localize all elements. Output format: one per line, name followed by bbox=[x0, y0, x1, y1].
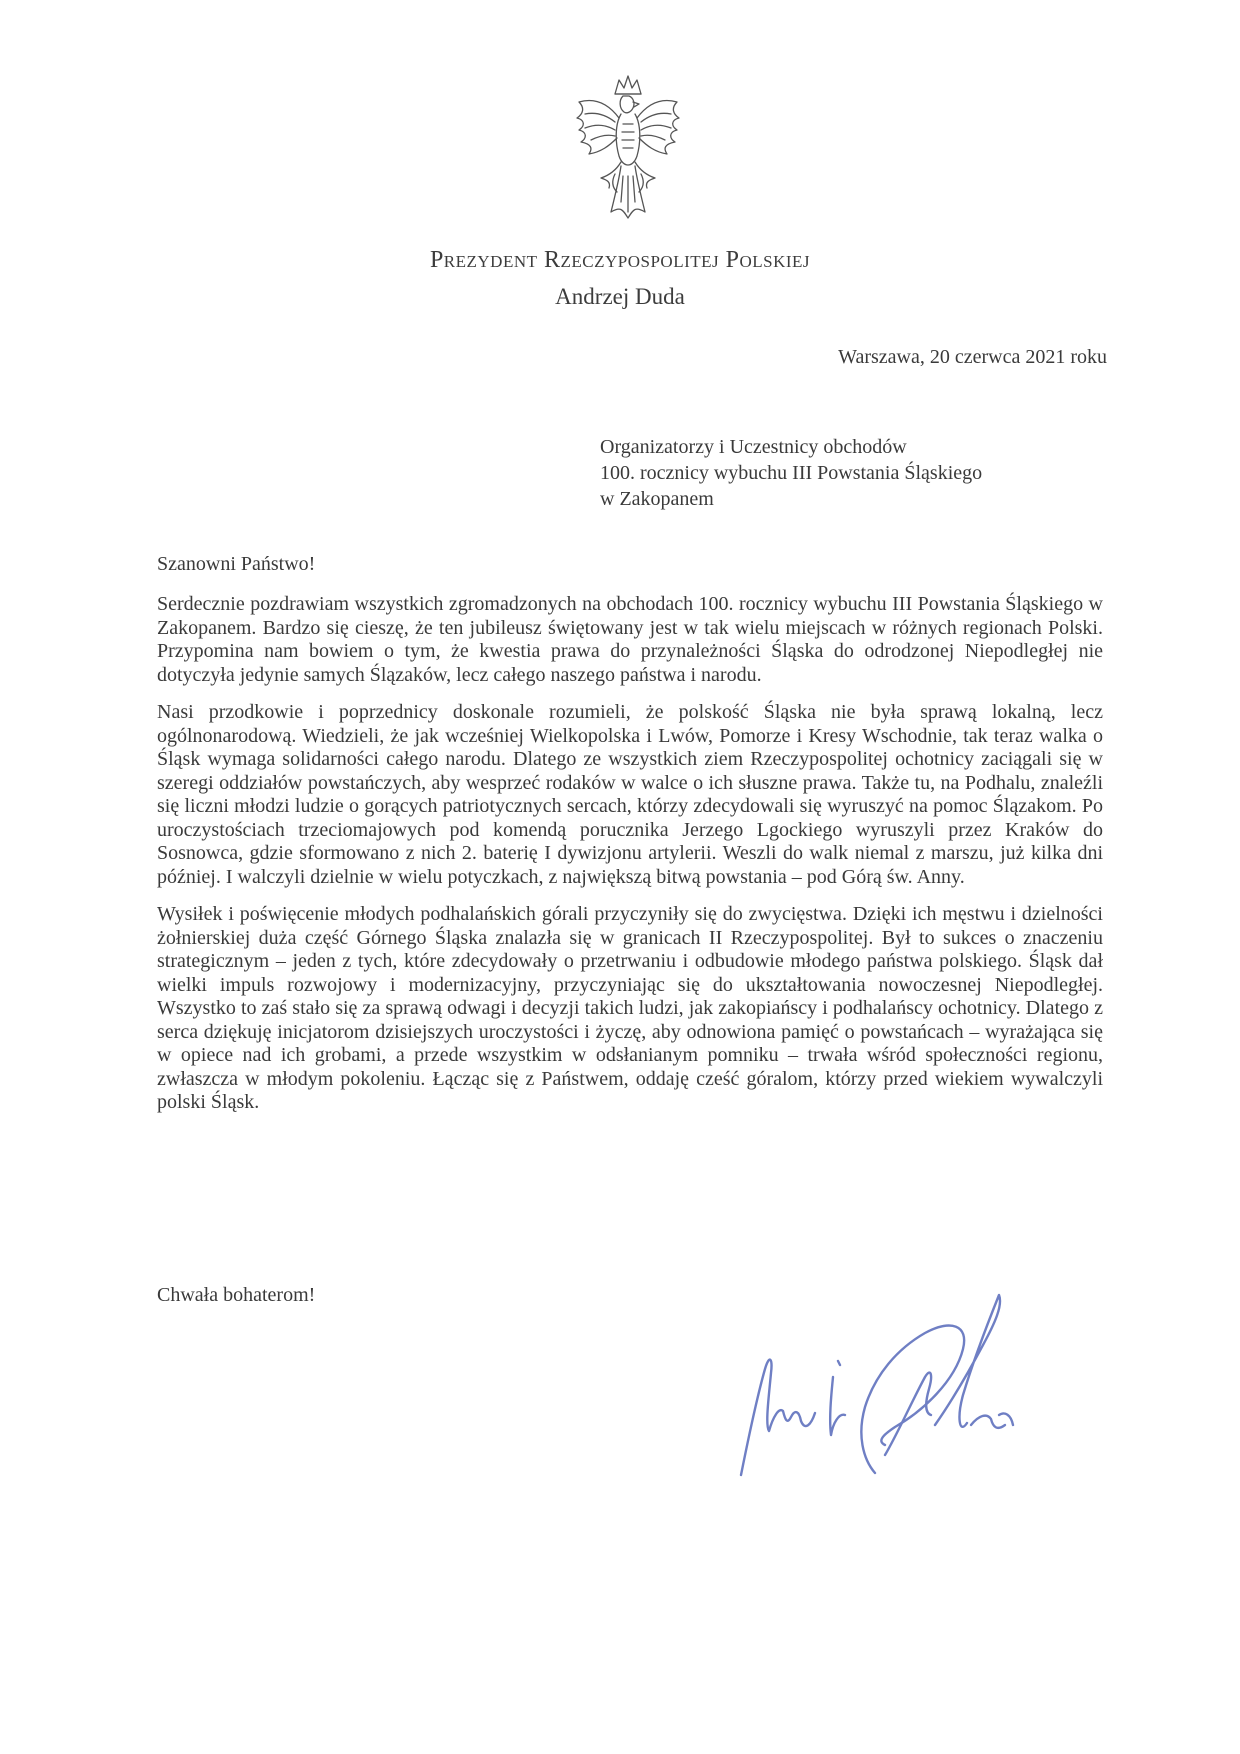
issuer-name: Andrzej Duda bbox=[555, 284, 685, 309]
recipient-line: Organizatorzy i Uczestnicy obchodów bbox=[600, 436, 907, 458]
closing-line: Chwała bohaterom! bbox=[157, 1284, 316, 1306]
recipient-line: 100. rocznicy wybuchu III Powstania Śląskiego bbox=[600, 462, 983, 484]
body-paragraph: Wysiłek i poświęcenie młodych podhalańskich górali przyczyniły się do zwycięstwa. Dzięki ich męstwu i dzielności żołnierskiej duża część Górnego Śląska znalazła się w granicach II Rzeczypospolitej. Był to sukces o znaczeniu strategicznym – jeden z tych, które zdecydowały o przetrwaniu i odbudowie młodego państwa polskiego. Śląsk dał wielki impuls rozwojowy i modernizacyjny, przyczyniając się do ukształtowania nowoczesnej Niepodległej. Wszystko to zaś stało się za sprawą odwagi i decyzji takich ludzi, jak zakopiańscy i podhalańscy ochotnicy. Dlatego z serca dziękuję inicjatorom dzisiejszych uroczystości i życzę, aby odnowiona pamięć o powstańcach – wyrażająca się w opiece nad ich grobami, a przede wszystkim w odsłanianym pomniku – trwała wśród społeczności regionu, zwłaszcza w młodym pokoleniu. Łącząc się z Państwem, oddaję cześć góralom, którzy przed wiekiem wywalczyli polski Śląsk. bbox=[157, 903, 1103, 1113]
polish-eagle-emblem-icon bbox=[571, 72, 685, 220]
salutation: Szanowni Państwo! bbox=[157, 553, 316, 575]
body-paragraph: Serdecznie pozdrawiam wszystkich zgromadzonych na obchodach 100. rocznicy wybuchu III Powstania Śląskiego w Zakopanem. Bardzo się cieszę, że ten jubileusz świętowany jest w tak wielu miejscach w różnych regionach Polski. Przypomina nam bowiem o tym, że kwestia prawa do przynależności Śląska do odrodzonej Niepodległej nie dotyczyła jedynie samych Ślązaków, lecz całego naszego państwa i narodu. bbox=[157, 593, 1103, 686]
letter-date: Warszawa, 20 czerwca 2021 roku bbox=[838, 346, 1107, 368]
body-paragraph: Nasi przodkowie i poprzednicy doskonale rozumieli, że polskość Śląska nie była sprawą lokalną, lecz ogólnonarodową. Wiedzieli, że jak wcześniej Wielkopolska i Lwów, Pomorze i Kresy Wschodnie, tak teraz walka o Śląsk wymaga solidarności całego narodu. Dlatego ze wszystkich ziem Rzeczypospolitej ochotnicy zaciągali się w szeregi oddziałów powstańczych, aby wesprzeć rodaków w walce o ich słuszne prawa. Także tu, na Podhalu, znaleźli się liczni młodzi ludzie o gorących patriotycznych sercach, którzy zdecydowali się wyruszyć na pomoc Ślązakom. Po uroczystościach trzeciomajowych pod komendą porucznika Jerzego Lgockiego wyruszyli przez Kraków do Sosnowca, gdzie sformowano z nich 2. baterię I dywizjonu artylerii. Weszli do walk niemal z marszu, już kilka dni później. I walczyli dzielnie w wielu potyczkach, z największą bitwą powstania – pod Górą św. Anny. bbox=[157, 701, 1103, 888]
handwritten-signature-icon bbox=[735, 1285, 1055, 1495]
letter-body bbox=[157, 593, 1103, 1129]
issuer-title: Prezydent Rzeczypospolitej Polskiej bbox=[429, 247, 811, 273]
recipient-block bbox=[600, 434, 1120, 512]
recipient-line: w Zakopanem bbox=[600, 488, 714, 510]
